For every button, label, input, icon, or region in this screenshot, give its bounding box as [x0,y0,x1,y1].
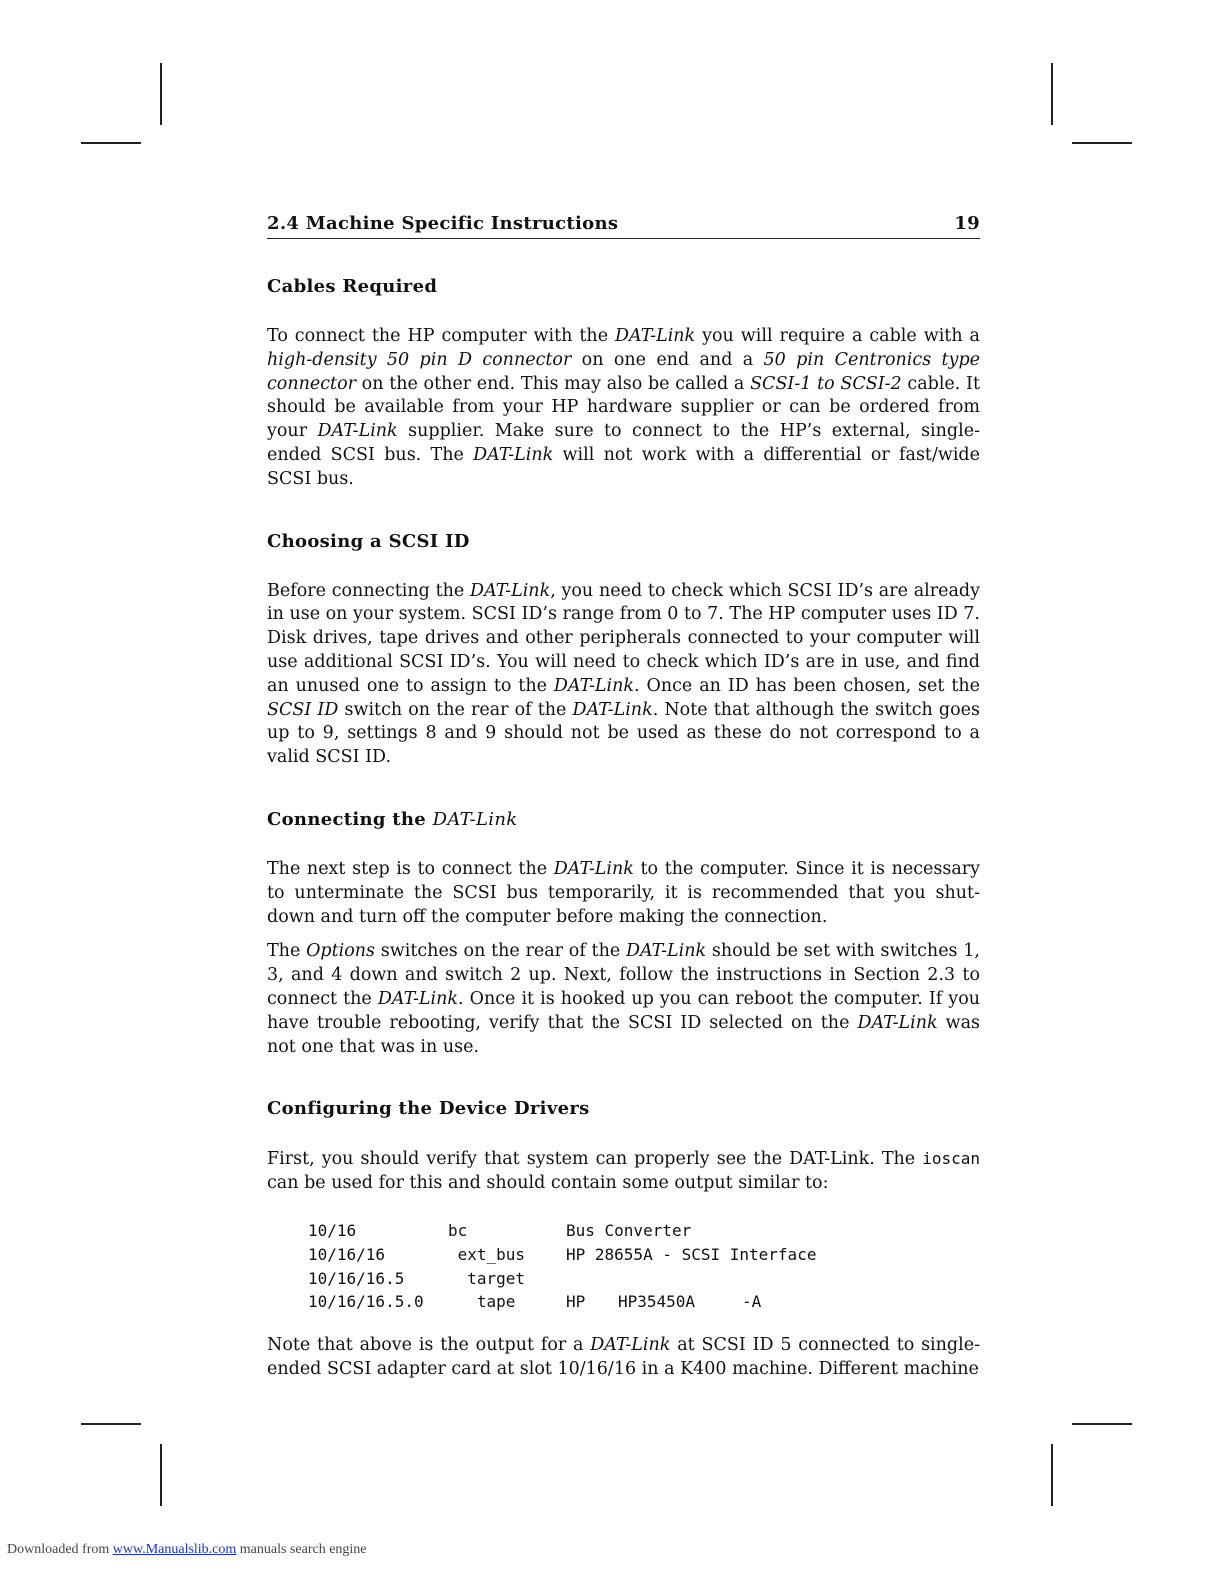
crop-mark-bottom-left-horizontal [81,1423,141,1425]
running-header [267,212,980,239]
crop-mark-bottom-left-vertical [160,1444,162,1506]
paragraph-drivers-1: First, you should verify that system can properly see the DAT-Link. The ioscan can be used for this and should contain some output similar to: [267,1149,980,1194]
paragraph-scsi-id: Before connecting the DAT-Link, you need to check which SCSI ID’s are already in use on your system. SCSI ID’s range from 0 to 7. The HP computer uses ID 7. Disk drives, tape drives and other peripherals connected to your computer will use additional SCSI ID’s. You will need to check which ID’s are in use, and find an unused one to assign to the DAT-Link. Once an ID has been chosen, set the SCSI ID switch on the rear of the DAT-Link. Note that although the switch goes up to 9, settings 8 and 9 should not be used as these do not correspond to a valid SCSI ID. [267,580,981,768]
paragraph-connecting-2: The Options switches on the rear of the DAT-Link should be set with switches 1, 3, and 4 down and switch 2 up. Next, follow the instructions in Section 2.3 to connect the DAT-Link. Once it is hooked up you can reboot the computer. If you have trouble rebooting, verify that the SCSI ID selected on the DAT-Link was not one that was in use. [267,941,981,1057]
page-body [267,276,980,1382]
section-title: 2.4 Machine Specific Instructions [267,213,619,234]
heading-choosing-scsi-id: Choosing a SCSI ID [267,530,470,552]
manualslib-link[interactable]: www.Manualslib.com [112,1542,237,1557]
crop-mark-bottom-right-vertical [1051,1444,1053,1506]
crop-mark-top-left-vertical [160,63,162,125]
crop-mark-top-right-horizontal [1072,142,1132,144]
ioscan-command: ioscan [922,1149,980,1169]
paragraph-cables: To connect the HP computer with the DAT-Link you will require a cable with a high-density 50 pin D connector on one end and a 50 pin Centronics type connector on the other end. This may also be called a SCSI-1 to SCSI-2 cable. It should be available from your HP hardware supplier or can be ordered from your DAT-Link supplier. Make sure to connect to the HP’s external, single-ended SCSI bus. The DAT-Link will not work with a differential or fast/wide SCSI bus. [267,326,981,489]
crop-mark-bottom-right-horizontal [1072,1423,1132,1425]
heading-configuring-drivers: Configuring the Device Drivers [267,1098,590,1120]
ioscan-output [308,1219,980,1314]
code-row: 10/16 bc Bus Converter [308,1220,692,1240]
page-number: 19 [954,213,980,234]
footer-download-note: Downloaded from www.Manualslib.com manuals search engine [7,1542,367,1557]
crop-mark-top-left-horizontal [81,142,141,144]
paragraph-drivers-2: Note that above is the output for a DAT-Link at SCSI ID 5 connected to single-ended SCSI adapter card at slot 10/16/16 in a K400 machine. Different machine [267,1335,980,1379]
code-row: 10/16/16.5.0 tape HP HP35450A -A [308,1292,762,1312]
code-row: 10/16/16 ext_bus HP 28655A - SCSI Interface [308,1244,817,1264]
heading-connecting: Connecting the DAT-Link [267,808,518,830]
heading-cables-required: Cables Required [267,276,438,297]
paragraph-connecting-1: The next step is to connect the DAT-Link to the computer. Since it is necessary to unterminate the SCSI bus temporarily, it is recommended that you shut-down and turn off the computer before making the connection. [267,858,981,927]
crop-mark-top-right-vertical [1051,63,1053,125]
code-row: 10/16/16.5 target [308,1268,526,1288]
